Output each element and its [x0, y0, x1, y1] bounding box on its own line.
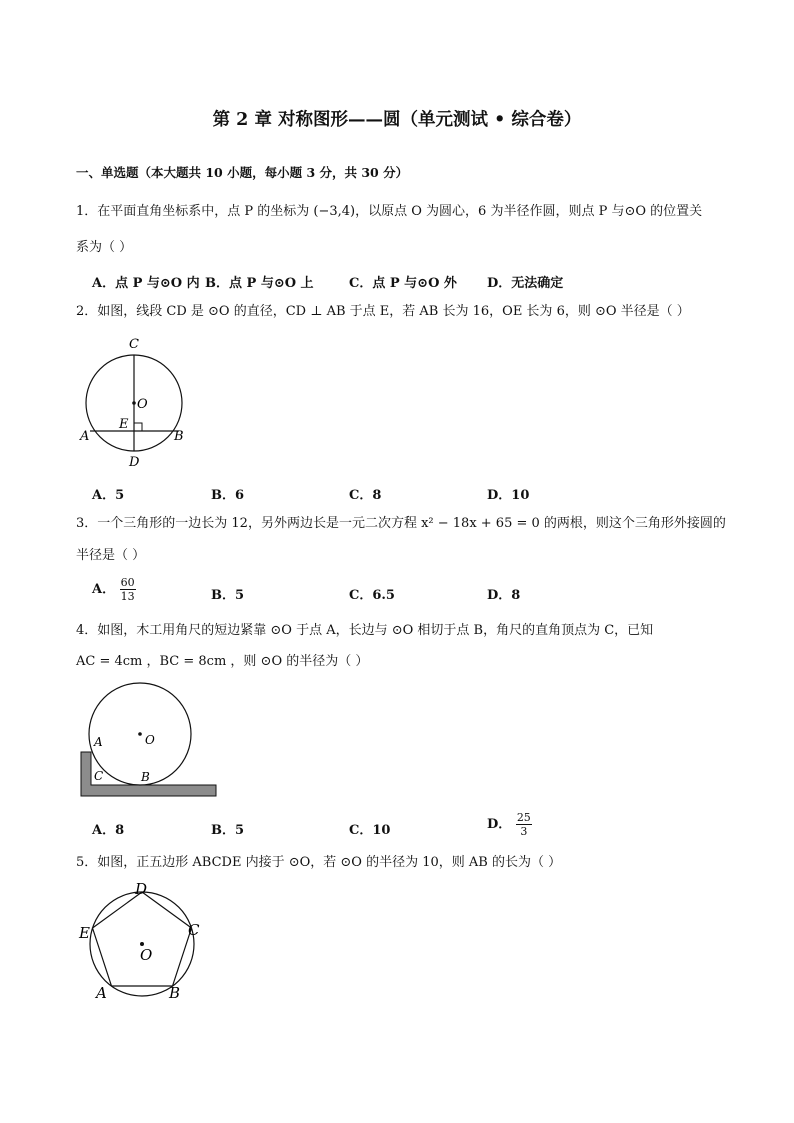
q2-label-d: D [129, 455, 140, 470]
question-3-line-1: 3．一个三角形的一边长为 12，另外两边长是一元二次方程 x² − 18x + 65 = 0 的两根，则这个三角形外接圆的 [76, 516, 726, 531]
section-heading: 一、单选题（本大题共 10 小题，每小题 3 分，共 30 分） [76, 165, 409, 180]
q5-label-o: O [140, 946, 153, 964]
q1-option-b: B．点 P 与⊙O 上 [205, 276, 314, 291]
q5-label-d: D [135, 880, 148, 898]
q4-option-d-fraction [516, 811, 532, 838]
question-4-line-1: 4．如图，木工用角尺的短边紧靠 ⊙O 于点 A，长边与 ⊙O 相切于点 B，角尺的直角顶点为 C，已知 [76, 623, 654, 638]
q2-label-a: A [80, 429, 90, 444]
question-1-line-1: 1．在平面直角坐标系中，点 P 的坐标为 (−3,4)，以原点 O 为圆心，6 为半径作圆，则点 P 与⊙O 的位置关 [76, 204, 703, 219]
q2-right-angle-mark [134, 423, 142, 431]
q1-option-d: D．无法确定 [487, 276, 564, 291]
q2-label-o: O [137, 397, 148, 412]
q1-option-c: C．点 P 与⊙O 外 [349, 276, 457, 291]
q4-center-dot [138, 732, 142, 736]
q3-option-a [92, 576, 136, 603]
page-title: 第 2 章 对称图形——圆（单元测试 • 综合卷） [212, 110, 582, 130]
q3-option-a-prefix: A． [92, 582, 116, 597]
q3-option-d: D．8 [487, 588, 521, 603]
q4-label-b: B [141, 770, 150, 784]
q3-option-c: C．6.5 [349, 588, 395, 603]
q1-option-a: A．点 P 与⊙O 内 [92, 276, 200, 291]
q4-option-d [487, 811, 532, 838]
question-1-line-2: 系为（ ） [76, 240, 133, 255]
q5-pentagon [93, 892, 192, 986]
q4-option-b: B．5 [211, 823, 245, 838]
q4-option-d-numerator: 25 [516, 811, 531, 824]
q5-label-c: C [188, 921, 200, 939]
q2-label-c: C [129, 337, 139, 352]
q5-label-e: E [79, 924, 90, 942]
q4-label-a: A [94, 735, 103, 749]
question-4-line-2: AC = 4cm ，BC = 8cm ，则 ⊙O 的半径为（ ） [76, 654, 369, 669]
q2-option-c: C．8 [349, 488, 382, 503]
q2-option-d: D．10 [487, 488, 530, 503]
q4-label-c: C [94, 769, 104, 783]
question-5-text: 5．如图，正五边形 ABCDE 内接于 ⊙O，若 ⊙O 的半径为 10，则 AB 的长为（ ） [76, 855, 562, 870]
question-2-text: 2．如图，线段 CD 是 ⊙O 的直径，CD ⊥ AB 于点 E，若 AB 长为 16，OE 长为 6，则 ⊙O 半径是（ ） [76, 304, 690, 319]
q2-option-a: A．5 [92, 488, 125, 503]
q3-option-a-numerator: 60 [120, 576, 135, 589]
q4-option-a: A．8 [92, 823, 125, 838]
q4-option-c: C．10 [349, 823, 391, 838]
q2-option-b: B．6 [211, 488, 245, 503]
q3-option-a-denominator: 13 [120, 590, 135, 603]
q5-label-a: A [96, 984, 107, 1002]
q3-option-b: B．5 [211, 588, 245, 603]
question-3-line-2: 半径是（ ） [76, 548, 146, 563]
q4-option-d-prefix: D． [487, 817, 512, 832]
q5-label-b: B [169, 984, 181, 1002]
q2-center-dot [132, 401, 136, 405]
q4-option-d-denominator: 3 [520, 825, 528, 838]
q2-label-e: E [119, 417, 129, 432]
q4-label-o: O [145, 733, 155, 747]
q2-label-b: B [174, 429, 184, 444]
q2-circle-figure [76, 334, 206, 474]
q3-option-a-fraction [120, 576, 136, 603]
q4-ruler-figure [76, 684, 226, 804]
q5-pentagon-figure [76, 880, 216, 1005]
